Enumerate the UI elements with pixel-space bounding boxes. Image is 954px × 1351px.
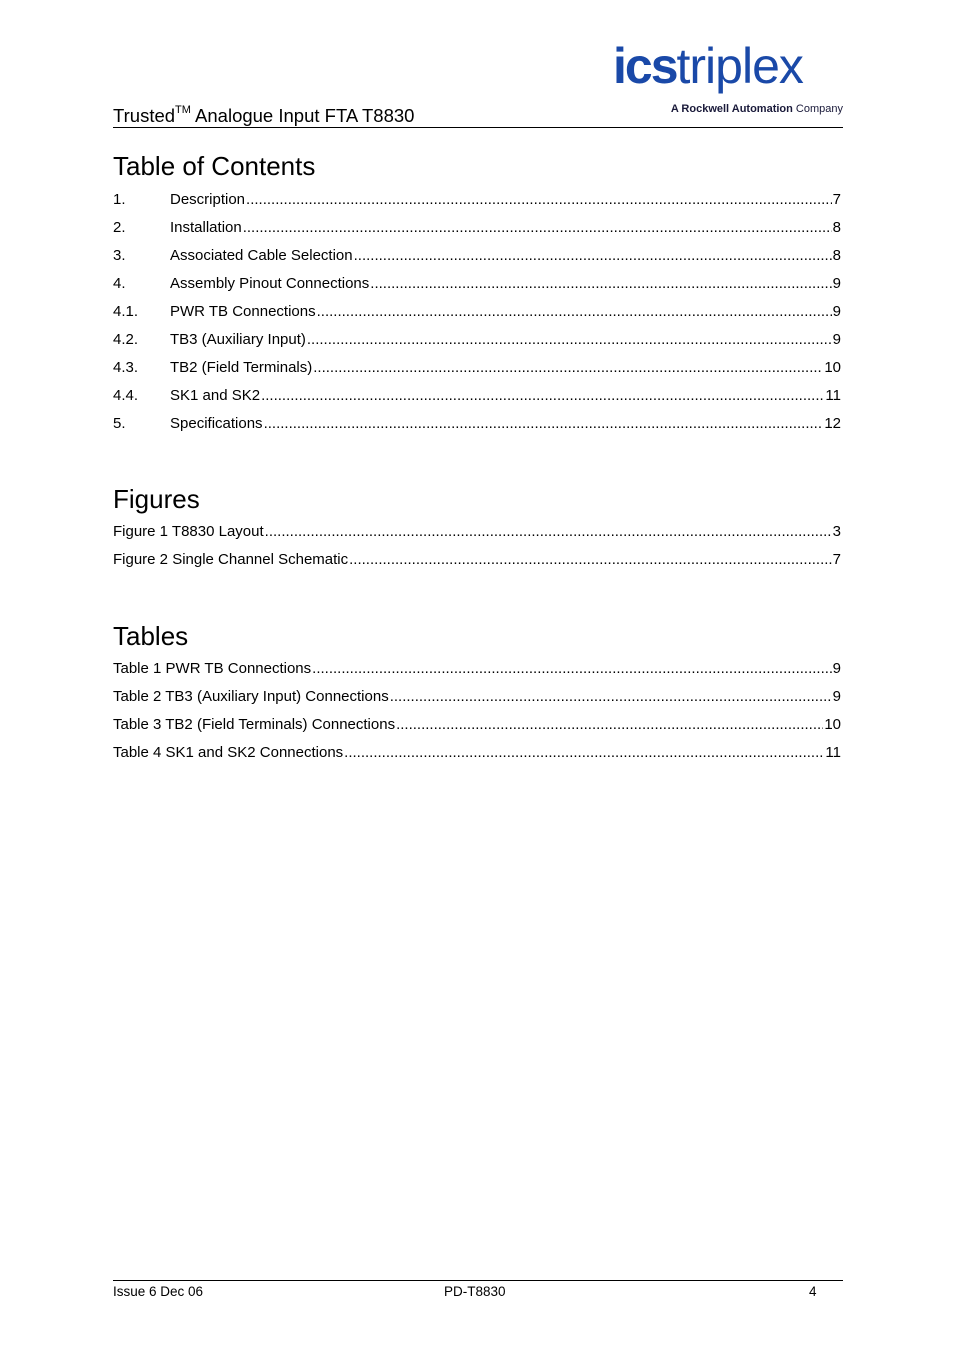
toc-entry-page: 9 [832, 275, 841, 292]
toc-entry-leader-dots [307, 330, 832, 350]
toc-entry[interactable] [113, 358, 841, 378]
header-document-title [113, 100, 414, 128]
toc-entry-label: Assembly Pinout Connections [170, 275, 370, 292]
figure-entry-leader-dots [349, 550, 832, 570]
table-entry[interactable] [113, 659, 841, 679]
figure-entry-label: Figure 2 Single Channel Schematic [113, 551, 349, 568]
toc-entry-page: 12 [824, 415, 841, 432]
trademark-superscript: TM [175, 104, 191, 116]
toc-entry[interactable] [113, 190, 841, 210]
toc-entry[interactable] [113, 302, 841, 322]
toc-entry-label: Installation [170, 219, 242, 236]
toc-entry-page: 9 [832, 303, 841, 320]
toc-entry[interactable] [113, 246, 841, 266]
table-entry-label: Table 2 TB3 (Auxiliary Input) Connections [113, 688, 389, 705]
toc-entry-number: 5. [113, 415, 126, 432]
figure-entry[interactable] [113, 522, 841, 542]
toc-entry-leader-dots [264, 414, 824, 434]
figure-entry-page: 3 [832, 523, 841, 540]
toc-entry-number: 4.4. [113, 387, 139, 404]
table-entry-label: Table 3 TB2 (Field Terminals) Connections [113, 716, 396, 733]
header-title-rest: Analogue Input FTA T8830 [190, 105, 415, 127]
toc-entry-number: 4.1. [113, 303, 139, 320]
toc-entry-page: 8 [832, 247, 841, 264]
toc-entry-page: 7 [832, 191, 841, 208]
table-entry-label: Table 4 SK1 and SK2 Connections [113, 744, 344, 761]
table-entry[interactable] [113, 743, 841, 763]
toc-entry-page: 10 [824, 359, 841, 376]
toc-entry-label: TB2 (Field Terminals) [170, 359, 313, 376]
footer-divider [113, 1280, 843, 1281]
toc-entry-leader-dots [313, 358, 823, 378]
toc-entry[interactable] [113, 386, 841, 406]
toc-entry-label: SK1 and SK2 [170, 387, 261, 404]
table-entry-label: Table 1 PWR TB Connections [113, 660, 312, 677]
table-entry-leader-dots [312, 659, 832, 679]
toc-entry-label: Specifications [170, 415, 263, 432]
toc-entry-leader-dots [246, 190, 832, 210]
toc-entry[interactable] [113, 274, 841, 294]
toc-entry[interactable] [113, 330, 841, 350]
toc-entry-label: Associated Cable Selection [170, 247, 353, 264]
toc-entry-number: 1. [113, 191, 126, 208]
header-title-prefix: Trusted [113, 105, 176, 127]
footer-doc-id: PD-T8830 [444, 1284, 506, 1299]
figures-heading: Figures [113, 484, 200, 514]
toc-entry-page: 8 [832, 219, 841, 236]
figure-entry[interactable] [113, 550, 841, 570]
toc-entry-number: 4.3. [113, 359, 139, 376]
toc-entry-page: 11 [825, 387, 841, 404]
tables-heading: Tables [113, 621, 189, 651]
figure-entry-label: Figure 1 T8830 Layout [113, 523, 264, 540]
table-entry[interactable] [113, 687, 841, 707]
toc-heading: Table of Contents [113, 151, 316, 181]
toc-entry-number: 2. [113, 219, 126, 236]
toc-entry-label: PWR TB Connections [170, 303, 316, 320]
toc-entry-number: 3. [113, 247, 126, 264]
table-entry[interactable] [113, 715, 841, 735]
toc-entry-leader-dots [354, 246, 832, 266]
figure-entry-leader-dots [265, 522, 832, 542]
toc-entry-leader-dots [261, 386, 824, 406]
toc-entry-label: Description [170, 191, 246, 208]
toc-entry-leader-dots [243, 218, 832, 238]
toc-entry-number: 4.2. [113, 331, 139, 348]
toc-entry-leader-dots [370, 274, 831, 294]
table-entry-page: 9 [832, 688, 841, 705]
toc-entry-page: 9 [832, 331, 841, 348]
toc-entry-number: 4. [113, 275, 126, 292]
toc-entry-leader-dots [317, 302, 832, 322]
table-entry-leader-dots [396, 715, 823, 735]
footer-issue: Issue 6 Dec 06 [113, 1284, 204, 1299]
table-entry-leader-dots [344, 743, 824, 763]
table-entry-page: 11 [825, 744, 841, 761]
table-entry-leader-dots [390, 687, 832, 707]
header-divider [113, 127, 843, 128]
footer-page-number: 4 [809, 1284, 817, 1299]
toc-entry-label: TB3 (Auxiliary Input) [170, 331, 306, 348]
toc-entry[interactable] [113, 414, 841, 434]
toc-entry[interactable] [113, 218, 841, 238]
table-entry-page: 10 [824, 716, 841, 733]
logo-tagline: A Rockwell Automation Company [670, 103, 843, 115]
logo-wordmark: icstriplex [613, 38, 803, 94]
table-entry-page: 9 [832, 660, 841, 677]
figure-entry-page: 7 [832, 551, 841, 568]
ics-triplex-logo [609, 40, 843, 120]
